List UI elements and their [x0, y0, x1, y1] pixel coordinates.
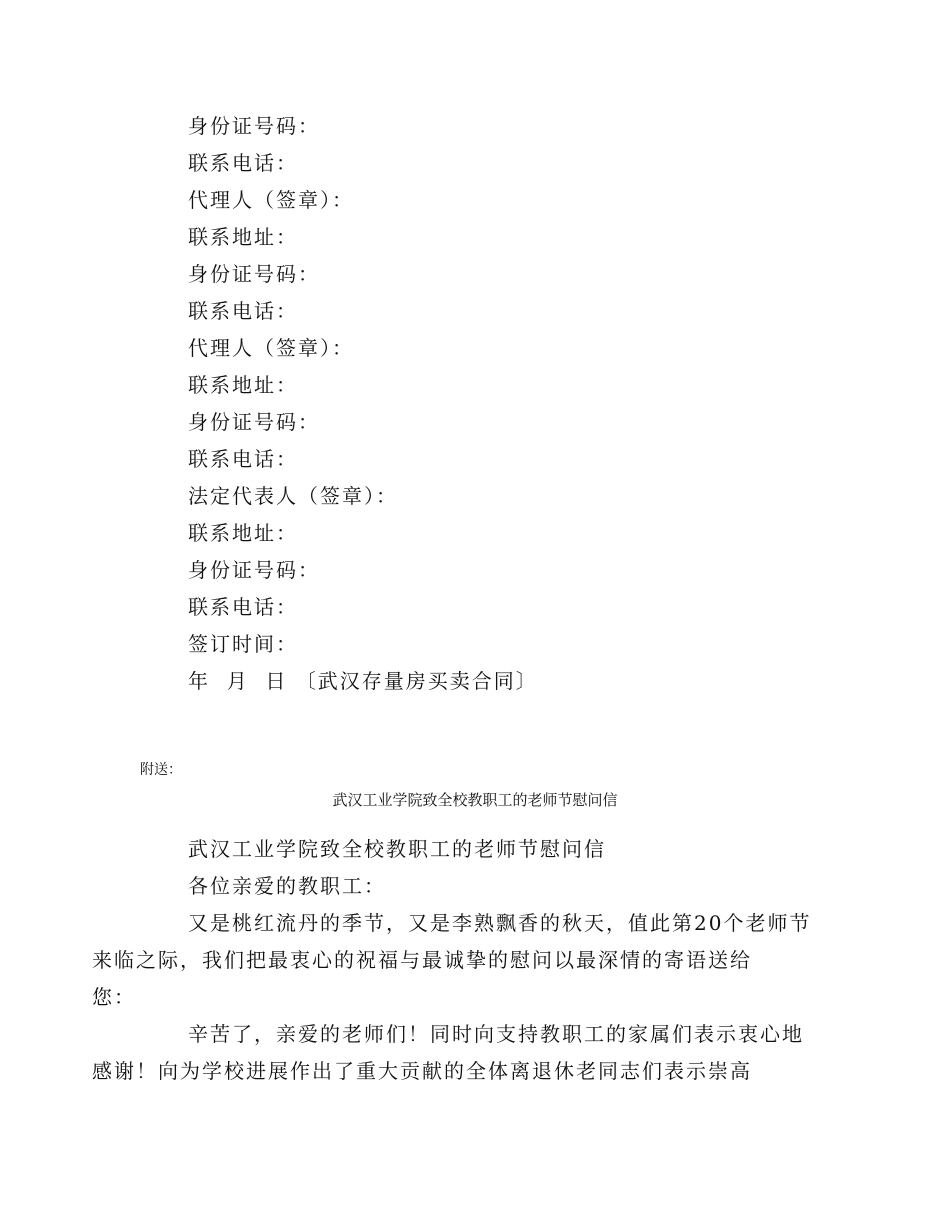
- form-line-phone: 联系电话：: [188, 595, 298, 619]
- form-line-sign-time: 签订时间：: [188, 632, 298, 656]
- form-line-phone: 联系电话：: [188, 447, 298, 471]
- form-line-phone: 联系电话：: [188, 299, 298, 323]
- paragraph-line: 感谢！向为学校进展作出了重大贡献的全体离退休老同志们表示崇高: [92, 1059, 752, 1083]
- signature-form: [188, 108, 828, 700]
- attachment-title: 武汉工业学院致全校教职工的老师节慰问信: [332, 791, 618, 809]
- paragraph-line: 来临之际，我们把最衷心的祝福与最诚挚的慰问以最深情的寄语送给: [92, 948, 752, 972]
- letter-body: [92, 831, 812, 1090]
- form-line-id-number: 身份证号码：: [188, 114, 320, 138]
- form-line-id-number: 身份证号码：: [188, 410, 320, 434]
- form-line-id-number: 身份证号码：: [188, 558, 320, 582]
- paragraph-line: 辛苦了，亲爱的老师们！同时向支持教职工的家属们表示衷心地: [188, 1022, 804, 1046]
- form-line-id-number: 身份证号码：: [188, 262, 320, 286]
- letter-greeting: 各位亲爱的教职工：: [188, 874, 386, 898]
- paragraph-line: 又是桃红流丹的季节，又是李熟飘香的秋天，值此第20个老师节: [188, 911, 812, 935]
- paragraph-line: 您：: [92, 985, 136, 1009]
- form-line-agent-signature: 代理人（签章）：: [188, 336, 354, 360]
- form-line-agent-signature: 代理人（签章）：: [188, 188, 354, 212]
- form-line-address: 联系地址：: [188, 373, 298, 397]
- form-line-date: 年 月 日 〔武汉存量房买卖合同〕: [188, 669, 538, 693]
- letter-paragraph-1: [92, 905, 812, 1016]
- form-line-legal-rep-signature: 法定代表人（签章）：: [188, 484, 398, 508]
- letter-heading: 武汉工业学院致全校教职工的老师节慰问信: [188, 837, 606, 861]
- letter-paragraph-2: [92, 1016, 810, 1090]
- attachment-label: 附送：: [140, 762, 182, 778]
- form-line-address: 联系地址：: [188, 225, 298, 249]
- form-line-address: 联系地址：: [188, 521, 298, 545]
- form-line-phone: 联系电话：: [188, 151, 298, 175]
